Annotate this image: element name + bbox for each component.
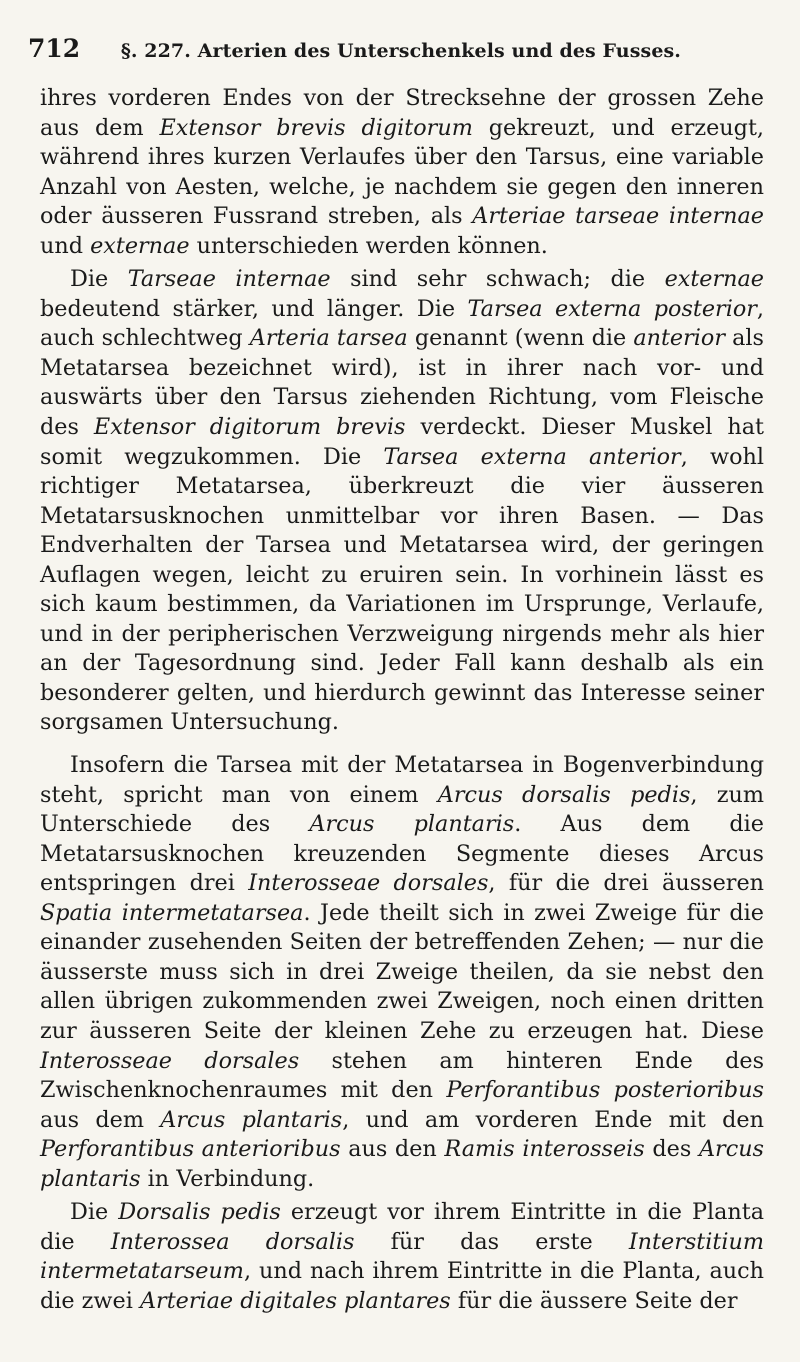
italic-term: Extensor digitorum brevis <box>93 414 406 441</box>
text-run: als Metatarsea bezeichnet wird), ist in ihrer nach vor- und auswärts über den Tarsus ziehenden Richtung, vom Fleische des <box>40 325 764 441</box>
italic-term: Dorsalis pedis <box>118 1199 281 1226</box>
text-run: Die <box>70 1199 119 1226</box>
text-run: unterschieden werden können. <box>189 232 548 259</box>
paragraph-2 <box>40 265 764 738</box>
italic-term: Arcus plantaris <box>309 811 515 838</box>
italic-term: anterior <box>633 325 725 352</box>
text-run: , und nach ihrem Eintritte in die Planta, auch die zwei <box>40 1258 764 1314</box>
italic-term: externae <box>90 232 190 259</box>
text-run: für das erste <box>354 1228 629 1255</box>
text-run: . Jede theilt sich in zwei Zweige für die einander zusehenden Seiten der betreffenden Zehen; — nur die äusserste muss sich in drei Zweige theilen, da sie nebst den allen übrigen zukommenden zwei Zweigen, noch einen dritten zur äusseren Seite der kleinen Zehe zu erzeugen hat. Diese <box>40 899 764 1044</box>
italic-term: Arcus dorsalis pedis <box>437 781 691 808</box>
italic-term: Interstitium intermetatarseum <box>40 1228 764 1285</box>
italic-term: Spatia intermetatarsea <box>40 899 304 926</box>
italic-term: Perforantibus anterioribus <box>40 1136 341 1163</box>
italic-term: Interosseae dorsales <box>248 870 489 897</box>
text-run: , für die drei äusseren <box>488 870 764 897</box>
text-run: Die <box>70 266 128 293</box>
text-run: bedeutend stärker, und länger. Die <box>40 295 468 322</box>
text-run: genannt (wenn die <box>407 325 634 352</box>
text-run: verdeckt. Dieser Muskel hat somit wegzukommen. Die <box>40 414 765 470</box>
italic-term: Arteriae digitales plantares <box>139 1287 451 1314</box>
text-run: des <box>644 1136 699 1163</box>
body-text <box>40 84 764 1316</box>
text-run: , und am vorderen Ende mit den <box>342 1106 764 1133</box>
text-run: , auch schlechtweg <box>40 295 765 352</box>
text-run: . Aus dem die Metatarsusknochen kreuzenden Segmente dieses Arcus entspringen drei <box>40 811 765 897</box>
running-head: §. 227. Arterien des Unterschenkels und des Fusses. <box>120 40 682 62</box>
italic-term: Arteria tarsea <box>249 325 408 352</box>
italic-term: Arcus plantaris <box>40 1136 765 1192</box>
text-run: Insofern die Tarsea mit der Metatarsea in Bogenverbindung steht, spricht man von einem <box>40 752 764 808</box>
italic-term: Interosseae dorsales <box>40 1047 300 1074</box>
text-run: und <box>40 232 91 259</box>
text-run: erzeugt vor ihrem Eintritte in die Planta die <box>40 1199 764 1255</box>
italic-term: externae <box>664 266 764 293</box>
page-number: 712 <box>28 34 81 63</box>
text-run: gekreuzt, und erzeugt, während ihres kurzen Verlaufes über den Tarsus, eine variable Anzahl von Aesten, welche, je nachdem sie gegen den inneren oder äusseren Fussrand streben, als <box>40 114 764 230</box>
text-run: für die äussere Seite der <box>450 1287 738 1314</box>
text-run: ihres vorderen Endes von der Strecksehne der grossen Zehe aus dem <box>40 85 764 141</box>
paragraph-1 <box>40 84 764 261</box>
italic-term: Interossea dorsalis <box>110 1228 355 1255</box>
text-run: stehen am hinteren Ende des Zwischenknochenraumes mit den <box>40 1047 765 1104</box>
paragraph-3 <box>40 751 764 1194</box>
text-run: aus den <box>340 1136 445 1163</box>
italic-term: Arcus plantaris <box>160 1106 343 1133</box>
paragraph-4 <box>40 1198 764 1316</box>
italic-term: Ramis interosseis <box>444 1136 645 1163</box>
italic-term: Tarseae internae <box>127 266 331 293</box>
text-run: , wohl richtiger Metatarsea, überkreuzt die vier äusseren Metatarsusknochen unmittelbar vor ihren Basen. — Das Endverhalten der Tarsea und Metatarsea wird, der geringen Auflagen wegen, leicht zu eruiren sein. In vorhinein lässt es sich kaum bestimmen, da Variationen im Ursprunge, Verlaufe, und in der peripherischen Verzweigung nirgends mehr als hier an der Tagesordnung sind. Jeder Fall kann deshalb als ein besonderer gelten, und hierdurch gewinnt das Interesse seiner sorgsamen Untersuchung. <box>40 443 764 736</box>
italic-term: Extensor brevis digitorum <box>159 114 473 141</box>
italic-term: Tarsea externa posterior <box>467 295 757 322</box>
text-run: sind sehr schwach; die <box>330 266 665 293</box>
text-run: in Verbindung. <box>140 1165 315 1192</box>
italic-term: Arteriae tarseae internae <box>472 203 764 230</box>
text-run: , zum Unterschiede des <box>40 781 764 838</box>
italic-term: Perforantibus posterioribus <box>446 1077 764 1104</box>
italic-term: Tarsea externa anterior <box>383 443 681 470</box>
page-header <box>28 34 681 63</box>
text-run: aus dem <box>40 1106 161 1133</box>
